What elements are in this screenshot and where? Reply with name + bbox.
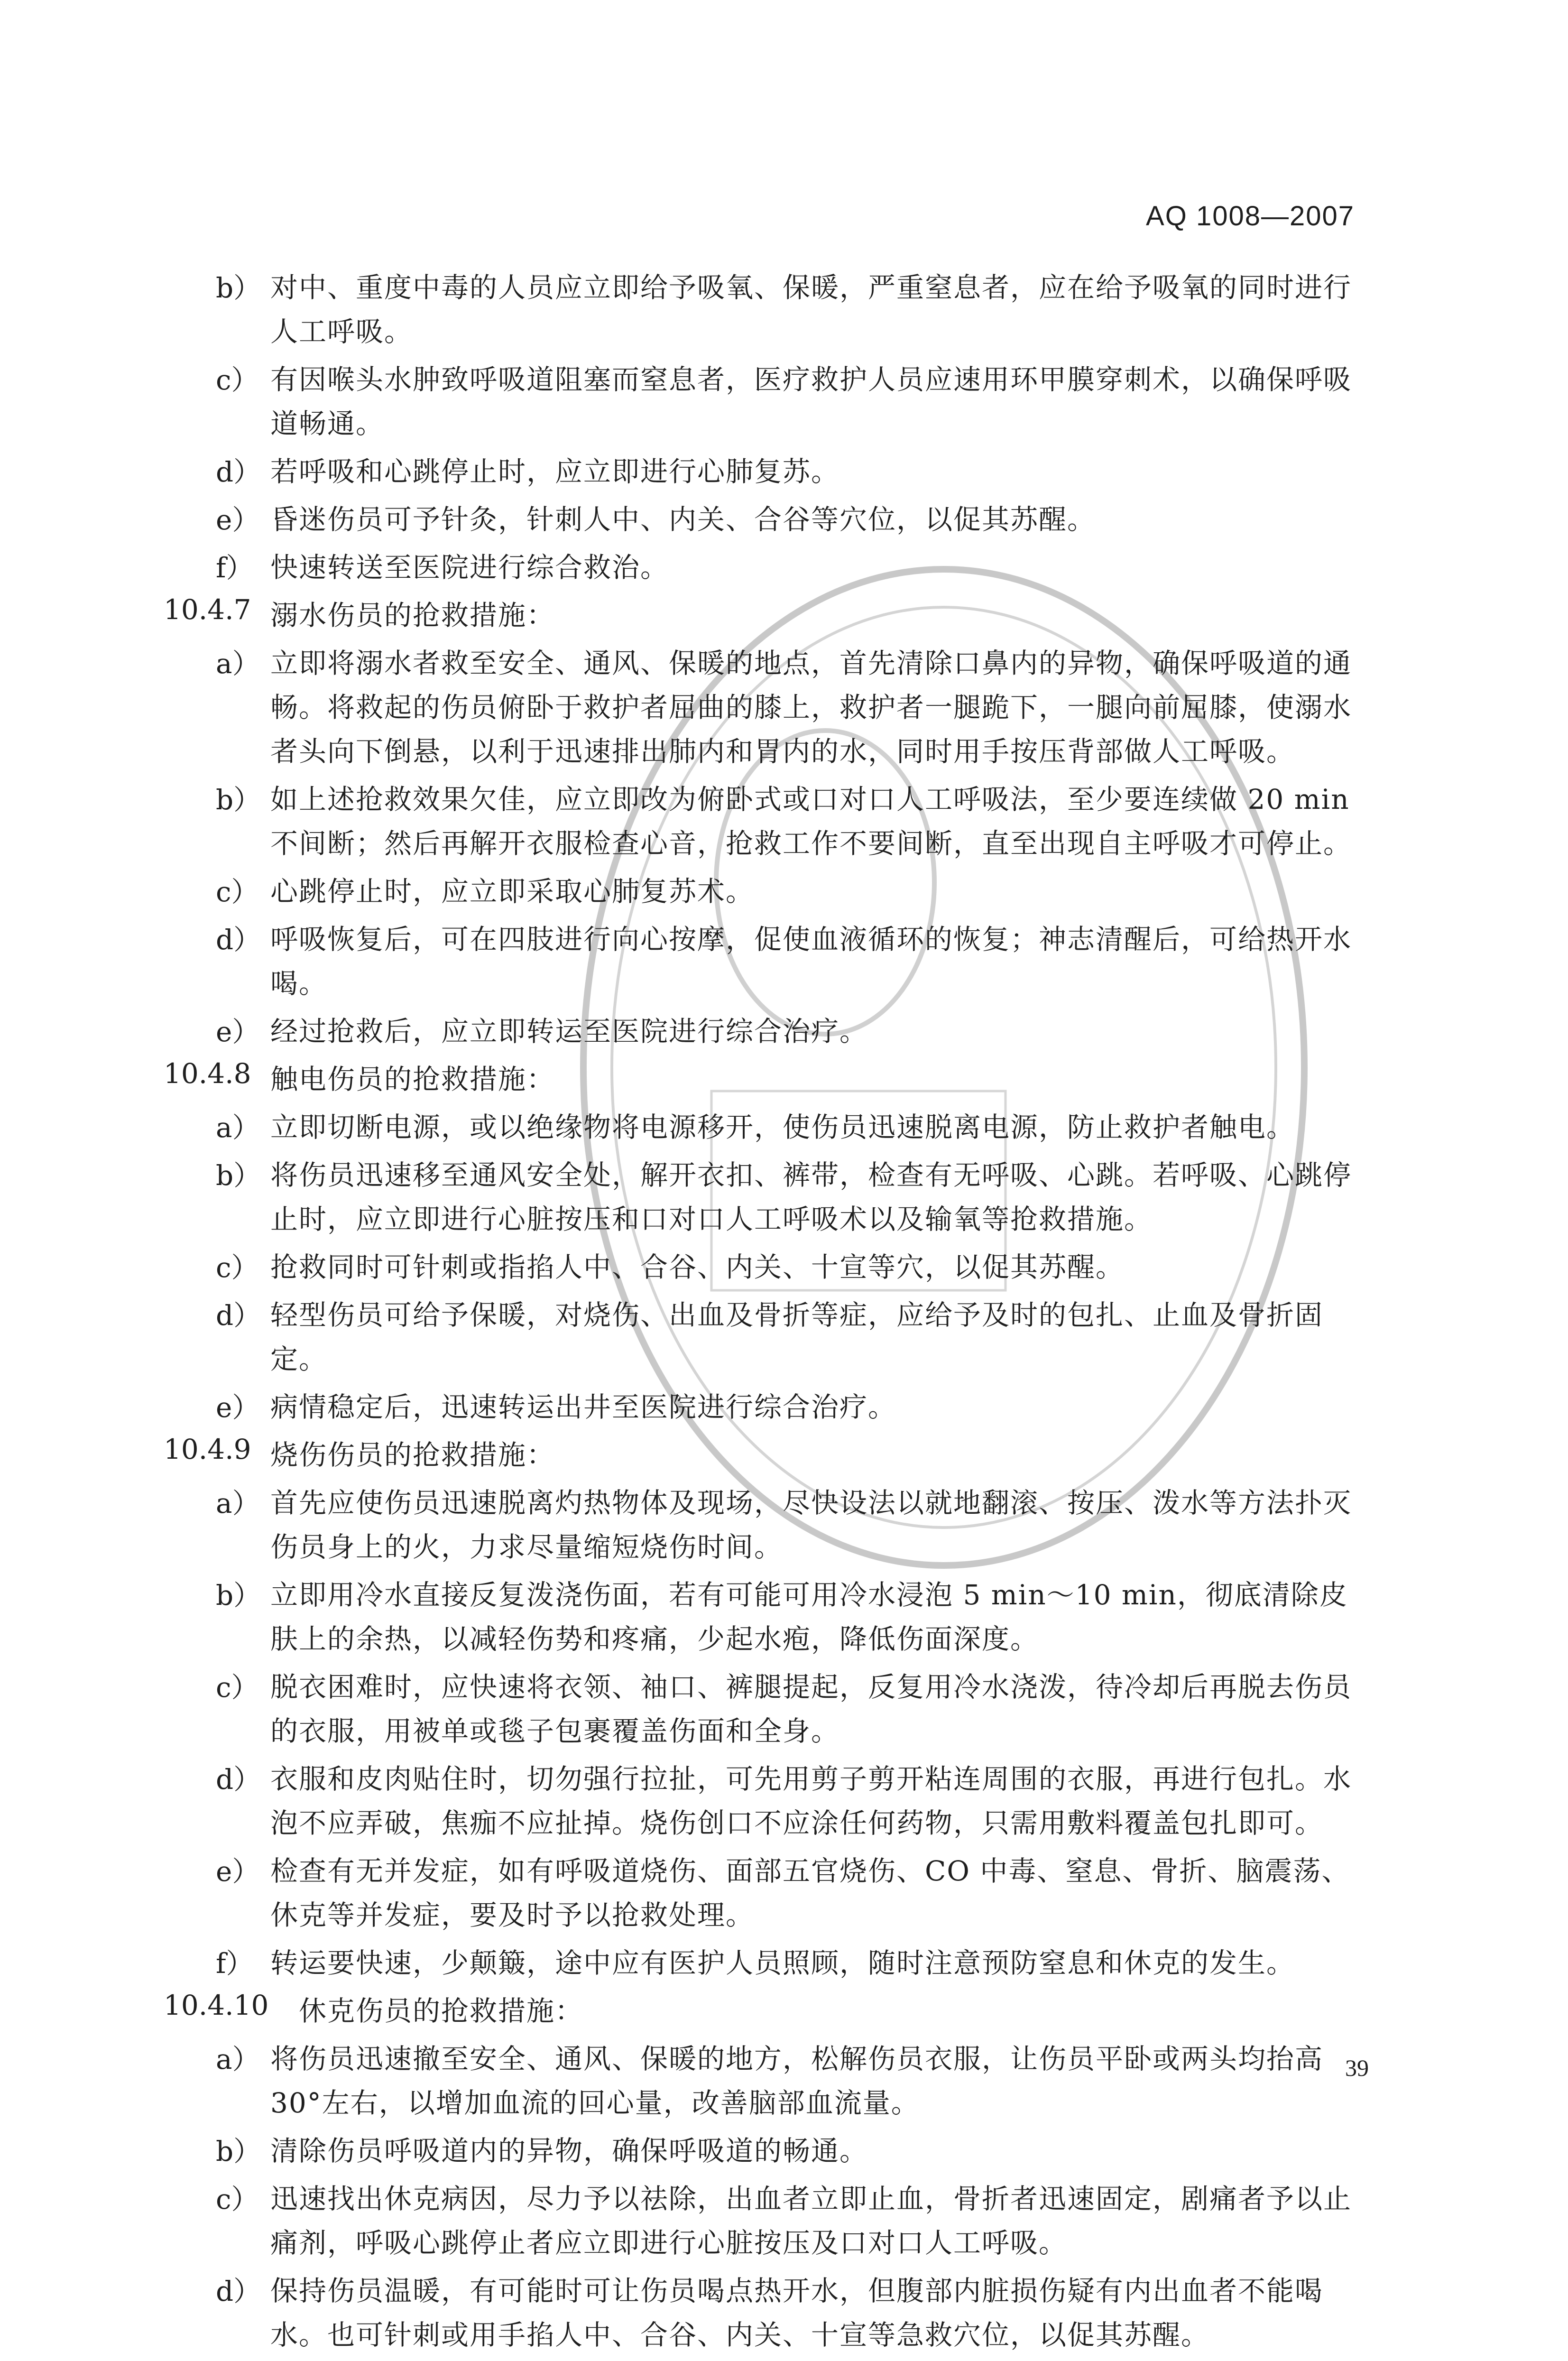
item-text: 将伤员迅速移至通风安全处，解开衣扣、裤带，检查有无呼吸、心跳。若呼吸、心跳停止时，应立即进行心脏按压和口对口人工呼吸术以及输氧等抢救措施。	[270, 1159, 1352, 1235]
item-text: 经过抢救后，应立即转运至医院进行综合治疗。	[270, 1015, 868, 1047]
item-marker: c）	[216, 364, 259, 396]
item-marker: b）	[216, 1159, 261, 1192]
list-item	[0, 450, 1568, 494]
list-item	[0, 1293, 1568, 1381]
list-item	[0, 358, 1568, 446]
item-text: 脱衣困难时，应快速将衣领、袖口、裤腿提起，反复用冷水浇泼，待冷却后再脱去伤员的衣服，用被单或毯子包裹覆盖伤面和全身。	[270, 1671, 1352, 1747]
item-marker: c）	[216, 2183, 259, 2215]
item-marker: b）	[216, 784, 261, 816]
item-text: 心跳停止时，应立即采取心肺复苏术。	[270, 875, 755, 907]
item-text: 衣服和皮肉贴住时，切勿强行拉扯，可先用剪子剪开粘连周围的衣服，再进行包扎。水泡不应弄破，焦痂不应扯掉。烧伤创口不应涂任何药物，只需用敷料覆盖包扎即可。	[270, 1763, 1352, 1839]
list-item	[0, 266, 1568, 354]
item-text: 首先应使伤员迅速脱离灼热物体及现场，尽快设法以就地翻滚、按压、泼水等方法扑灭伤员身上的火，力求尽量缩短烧伤时间。	[270, 1487, 1352, 1563]
list-item	[0, 1481, 1568, 1569]
list-item	[0, 1153, 1568, 1241]
section-heading	[0, 593, 1568, 638]
item-text: 立即切断电源，或以绝缘物将电源移开，使伤员迅速脱离电源，防止救护者触电。	[270, 1111, 1295, 1143]
item-text: 如上述抢救效果欠佳，应立即改为俯卧式或口对口人工呼吸法，至少要连续做 20 min 不间断；然后再解开衣服检查心音，抢救工作不要间断，直至出现自主呼吸才可停止。	[270, 783, 1352, 860]
section-heading	[0, 1057, 1568, 1102]
section-number: 10.4.8	[164, 1057, 251, 1090]
list-item	[0, 2037, 1568, 2125]
item-text: 迅速找出休克病因，尽力予以祛除，出血者立即止血，骨折者迅速固定，剧痛者予以止痛剂，呼吸心跳停止者应立即进行心脏按压及口对口人工呼吸。	[270, 2183, 1352, 2259]
item-marker: e）	[216, 1391, 260, 1424]
section-title: 烧伤伤员的抢救措施：	[270, 1439, 555, 1471]
list-item	[0, 1245, 1568, 1289]
list-item	[0, 1849, 1568, 1937]
list-item	[0, 1385, 1568, 1429]
item-text: 有因喉头水肿致呼吸道阻塞而窒息者，医疗救护人员应速用环甲膜穿刺术，以确保呼吸道畅通。	[270, 363, 1352, 440]
item-marker: a）	[216, 1487, 260, 1519]
list-item	[0, 1757, 1568, 1845]
item-marker: e）	[216, 1855, 260, 1888]
item-text: 清除伤员呼吸道内的异物，确保呼吸道的畅通。	[270, 2135, 868, 2167]
item-marker: b）	[216, 272, 261, 304]
list-item	[0, 917, 1568, 1006]
list-item	[0, 1573, 1568, 1661]
item-marker: c）	[216, 1251, 259, 1284]
list-item	[0, 641, 1568, 774]
item-text: 对中、重度中毒的人员应立即给予吸氧、保暖，严重窒息者，应在给予吸氧的同时进行人工呼吸。	[270, 271, 1352, 348]
list-item	[0, 1105, 1568, 1149]
item-text: 检查有无并发症，如有呼吸道烧伤、面部五官烧伤、CO 中毒、窒息、骨折、脑震荡、休克等并发症，要及时予以抢救处理。	[270, 1855, 1350, 1931]
list-item	[0, 778, 1568, 866]
item-marker: b）	[216, 1579, 261, 1611]
item-text: 若呼吸和心跳停止时，应立即进行心肺复苏。	[270, 455, 840, 488]
item-text: 抢救同时可针刺或指掐人中、合谷、内关、十宣等穴，以促其苏醒。	[270, 1251, 1125, 1283]
item-marker: d）	[216, 456, 261, 488]
item-text: 立即用冷水直接反复泼浇伤面，若有可能可用冷水浸泡 5 min～10 min，彻底清除皮肤上的余热，以减轻伤势和疼痛，少起水疱，降低伤面深度。	[270, 1579, 1348, 1655]
section-heading	[0, 1433, 1568, 1477]
item-text: 转运要快速，少颠簸，途中应有医护人员照顾，随时注意预防窒息和休克的发生。	[270, 1947, 1295, 1979]
list-item	[0, 1941, 1568, 1985]
section-number: 10.4.7	[164, 593, 251, 626]
list-item	[0, 870, 1568, 914]
list-item	[0, 2129, 1568, 2173]
item-marker: c）	[216, 876, 259, 908]
item-marker: d）	[216, 924, 261, 956]
item-marker: f）	[216, 552, 254, 584]
list-item	[0, 498, 1568, 542]
item-text: 保持伤员温暖，有可能时可让伤员喝点热开水，但腹部内脏损伤疑有内出血者不能喝水。也可针刺或用手掐人中、合谷、内关、十宣等急救穴位，以促其苏醒。	[270, 2275, 1324, 2351]
item-text: 昏迷伤员可予针灸，针刺人中、内关、合谷等穴位，以促其苏醒。	[270, 503, 1096, 536]
item-marker: a）	[216, 2043, 260, 2075]
list-item	[0, 1665, 1568, 1753]
page-number: 39	[1345, 2055, 1369, 2081]
item-text: 将伤员迅速撤至安全、通风、保暖的地方，松解伤员衣服，让伤员平卧或两头均抬高 30°左右，以增加血流的回心量，改善脑部血流量。	[270, 2043, 1324, 2119]
item-marker: b）	[216, 2135, 261, 2167]
item-text: 立即将溺水者救至安全、通风、保暖的地点，首先清除口鼻内的异物，确保呼吸道的通畅。将救起的伤员俯卧于救护者屈曲的膝上，救护者一腿跪下，一腿向前屈膝，使溺水者头向下倒悬，以利于迅速排出肺内和胃内的水，同时用手按压背部做人工呼吸。	[270, 647, 1352, 768]
section-number: 10.4.9	[164, 1433, 251, 1465]
section-title: 溺水伤员的抢救措施：	[270, 599, 555, 631]
list-item	[0, 1009, 1568, 1054]
item-marker: e）	[216, 1016, 260, 1048]
item-text: 轻型伤员可给予保暖，对烧伤、出血及骨折等症，应给予及时的包扎、止血及骨折固定。	[270, 1299, 1324, 1375]
list-item	[0, 546, 1568, 590]
item-marker: e）	[216, 504, 260, 536]
item-marker: a）	[216, 1111, 260, 1144]
item-marker: f）	[216, 1947, 254, 1980]
item-marker: a）	[216, 648, 260, 680]
section-title: 触电伤员的抢救措施：	[270, 1063, 555, 1095]
section-title: 休克伤员的抢救措施：	[299, 1995, 584, 2027]
item-marker: d）	[216, 1763, 261, 1796]
item-marker: d）	[216, 2275, 261, 2307]
item-marker: c）	[216, 1671, 259, 1704]
section-number: 10.4.10	[164, 1989, 269, 2021]
document-code: AQ 1008—2007	[1146, 201, 1355, 231]
item-text: 快速转送至医院进行综合救治。	[270, 551, 669, 583]
item-marker: d）	[216, 1299, 261, 1332]
item-text: 病情稳定后，迅速转运出井至医院进行综合治疗。	[270, 1391, 897, 1423]
item-text: 呼吸恢复后，可在四肢进行向心按摩，促使血液循环的恢复；神志清醒后，可给热开水喝。	[270, 923, 1352, 1000]
document-body	[0, 266, 1568, 2361]
list-item	[0, 2269, 1568, 2357]
section-heading	[0, 1989, 1568, 2033]
list-item	[0, 2177, 1568, 2265]
